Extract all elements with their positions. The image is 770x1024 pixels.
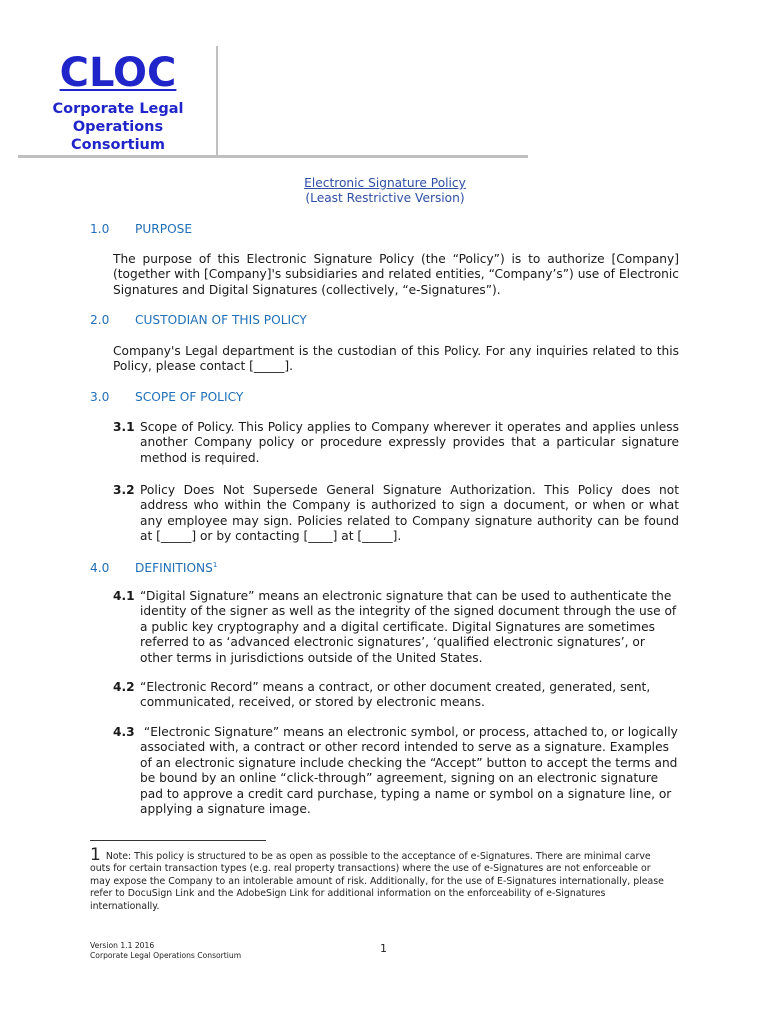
- logo-subtitle-line-3: Consortium: [70, 137, 165, 153]
- footnote-reference[interactable]: 1: [212, 561, 218, 569]
- clause-4-2: [113, 680, 679, 711]
- section-title: CUSTODIAN OF THIS POLICY: [135, 313, 307, 327]
- footer-version: Version 1.1 2016: [90, 941, 155, 950]
- section-number: 2.0: [90, 313, 110, 327]
- clause-text: “Digital Signature” means an electronic signature that can be used to authenticate the identity of the signer as well as the integrity of the signed document through the use of a public key cryptography and a digital certificate. Digital Signatures are sometimes referred to as ‘advanced electronic signatures’, ‘qualified electronic signatures’, or other terms in jurisdictions outside of the United States.: [140, 589, 677, 665]
- clause-4-3: [113, 725, 682, 817]
- header-vertical-divider: [216, 46, 218, 156]
- section-number: 3.0: [90, 390, 110, 404]
- document-title-block: [0, 176, 770, 206]
- section-title: PURPOSE: [135, 222, 193, 236]
- logo-title: CLOC: [59, 50, 177, 96]
- section-title: DEFINITIONS: [135, 561, 213, 575]
- section-heading-definitions: [90, 558, 217, 576]
- page-number: 1: [380, 942, 387, 955]
- clause-number: 4.1: [113, 589, 135, 603]
- section-number: 4.0: [90, 561, 110, 575]
- clause-3-1: [113, 420, 679, 466]
- clause-number: 3.1: [113, 420, 135, 434]
- purpose-paragraph: The purpose of this Electronic Signature Policy (the “Policy”) is to authorize [Company] (together with [Company]'s subsidiaries and related entities, “Company’s”) use of Electronic Signatures and Digital Signatures (collectively, “e-Signatures”).: [113, 252, 679, 297]
- footnote-text: Note: This policy is structured to be as open as possible to the acceptance of e-Signatures. There are minimal carve outs for certain transaction types (e.g. real property transactions) where the use of e-Signatures are not enforceable or may expose the Company to an intolerable amount of risk. Additionally, for the use of E-Signatures internationally, please refer to DocuSign Link and the AdobeSign Link for additional information on the enforceability of e-Signatures internationally.: [90, 851, 664, 912]
- footnote: [90, 845, 670, 913]
- clause-3-2: [113, 483, 679, 545]
- clause-number: 4.3: [113, 725, 135, 739]
- clause-text: “Electronic Record” means a contract, or other document created, generated, sent, communicated, received, or stored by electronic means.: [140, 680, 651, 710]
- footnote-separator: [90, 840, 266, 841]
- custodian-paragraph: Company's Legal department is the custodian of this Policy. For any inquiries related to this Policy, please contact [_____].: [113, 344, 679, 374]
- clause-text: Policy Does Not Supersede General Signature Authorization. This Policy does not address who within the Company is authorized to sign a document, or when or what any employee may sign. Policies related to Company signature authority can be found at [_____] or by contacting [____] at [_____].: [140, 483, 679, 544]
- footer-organization: Corporate Legal Operations Consortium: [90, 951, 242, 960]
- logo-subtitle-line-1: Corporate Legal: [52, 101, 184, 117]
- document-subtitle: (Least Restrictive Version): [305, 191, 465, 205]
- clause-number: 3.2: [113, 483, 135, 497]
- cloc-logo: [18, 50, 218, 154]
- logo-subtitle-line-2: Operations: [72, 119, 164, 135]
- clause-number: 4.2: [113, 680, 135, 694]
- document-title: Electronic Signature Policy: [304, 176, 466, 190]
- clause-text: “Electronic Signature” means an electronic symbol, or process, attached to, or logically associated with, a contract or other record intended to serve as a signature. Examples of an electronic signature include checking the “Accept” button to accept the terms and be bound by an online “click-through” agreement, signing on an electronic signature pad to approve a credit card purchase, typing a name or symbol on a signature line, or applying a signature image.: [140, 725, 682, 817]
- header-horizontal-divider: [18, 155, 528, 158]
- page-footer: [90, 941, 241, 961]
- clause-text: Scope of Policy. This Policy applies to Company wherever it operates and applies unless another Company policy or procedure expressly provides that a particular signature method is required.: [140, 420, 679, 465]
- section-title: SCOPE OF POLICY: [135, 390, 244, 404]
- section-number: 1.0: [90, 222, 110, 236]
- section-heading-purpose: [90, 222, 192, 237]
- section-heading-scope: [90, 390, 243, 405]
- footnote-mark: 1: [90, 845, 101, 865]
- clause-4-1: [113, 589, 679, 666]
- section-heading-custodian: [90, 313, 307, 328]
